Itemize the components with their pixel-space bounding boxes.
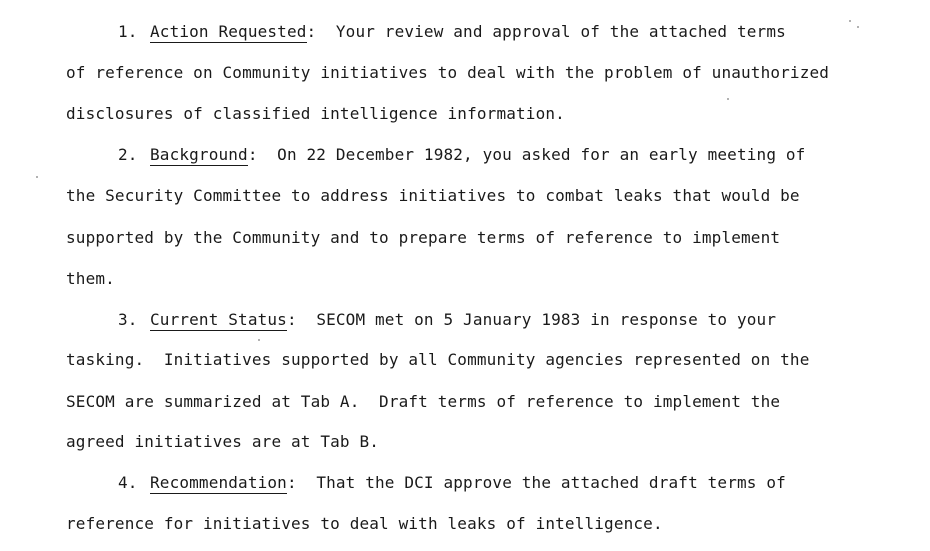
paragraph-4-first-line — [118, 473, 786, 493]
paragraph-number: 3. — [118, 310, 138, 329]
paragraph-2-line-2: the Security Committee to address initiatives to combat leaks that would be — [66, 186, 800, 205]
paragraph-text: : Your review and approval of the attached terms — [306, 22, 786, 41]
paragraph-text: : SECOM met on 5 January 1983 in response to your — [286, 310, 777, 329]
scan-speck — [849, 20, 851, 22]
scan-speck — [857, 26, 859, 28]
paragraph-3-line-2: tasking. Initiatives supported by all Community agencies represented on the — [66, 350, 810, 369]
paragraph-heading-background: Background — [150, 145, 248, 164]
paragraph-number: 4. — [118, 473, 138, 492]
paragraph-heading-current-status: Current Status — [150, 310, 287, 329]
paragraph-1-line-2: of reference on Community initiatives to deal with the problem of unauthorized — [66, 63, 830, 82]
paragraph-1-first-line — [118, 22, 786, 42]
scan-speck — [258, 339, 260, 341]
paragraph-number: 2. — [118, 145, 138, 164]
paragraph-heading-recommendation: Recommendation — [150, 473, 287, 492]
scan-speck — [36, 176, 38, 178]
paragraph-number: 1. — [118, 22, 138, 41]
paragraph-3-first-line — [118, 310, 776, 330]
paragraph-2-first-line — [118, 145, 805, 165]
paragraph-3-line-4: agreed initiatives are at Tab B. — [66, 432, 380, 451]
paragraph-heading-action-requested: Action Requested — [150, 22, 307, 41]
paragraph-2-line-4: them. — [66, 269, 115, 288]
paragraph-text: : That the DCI approve the attached draft terms of — [286, 473, 786, 492]
paragraph-1-line-3: disclosures of classified intelligence information. — [66, 104, 565, 123]
scan-speck — [727, 98, 729, 100]
paragraph-3-line-3: SECOM are summarized at Tab A. Draft terms of reference to implement the — [66, 392, 781, 411]
paragraph-4-line-2: reference for initiatives to deal with leaks of intelligence. — [66, 514, 663, 533]
paragraph-2-line-3: supported by the Community and to prepare terms of reference to implement — [66, 228, 781, 247]
paragraph-text: : On 22 December 1982, you asked for an early meeting of — [247, 145, 806, 164]
